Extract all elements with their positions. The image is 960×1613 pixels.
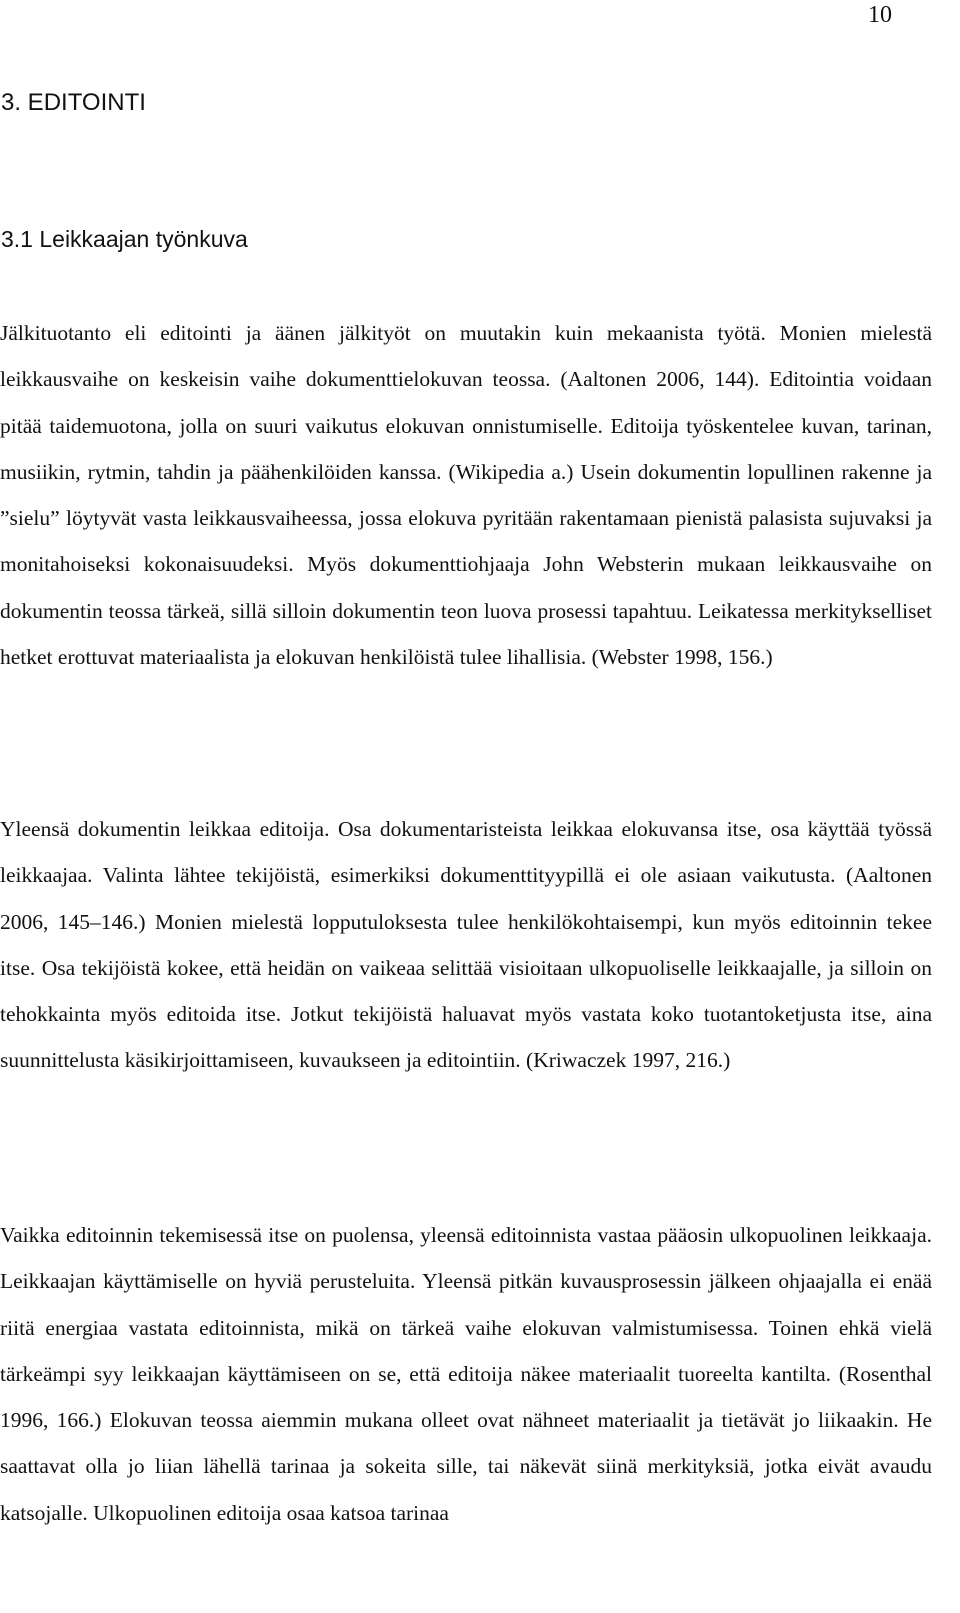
body-paragraph: Yleensä dokumentin leikkaa editoija. Osa dokumentaristeista leikkaa elokuvansa itse, osa käyttää työssä leikkaajaa. Valinta lähtee tekijöistä, esimerkiksi dokumenttityypillä ei ole asiaan vaikutusta. (Aaltonen 2006, 145–146.) Monien mielestä lopputuloksesta tulee henkilökohtaisempi, kun myös editoinnin tekee itse. Osa tekijöistä kokee, että heidän on vaikeaa selittää visioitaan ulkopuoliselle leikkaajalle, ja silloin on tehokkainta myös editoida itse. Jotkut tekijöistä haluavat myös vastata koko tuotantoketjusta itse, aina suunnittelusta käsikirjoittamiseen, kuvaukseen ja editointiin. (Kriwaczek 1997, 216.) — [0, 817, 932, 1073]
body-paragraph: Jälkituotanto eli editointi ja äänen jälkityöt on muutakin kuin mekaanista työtä. Monien mielestä leikkausvaihe on keskeisin vaihe dokumenttielokuvan teossa. (Aaltonen 2006, 144). Editointia voidaan pitää taidemuotona, jolla on suuri vaikutus elokuvan onnistumiselle. Editoija työskentelee kuvan, tarinan, musiikin, rytmin, tahdin ja päähenkilöiden kanssa. (Wikipedia a.) Usein dokumentin lopullinen rakenne ja ”sielu” löytyvät vasta leikkausvaiheessa, jossa elokuva pyritään rakentamaan pienistä palasista sujuvaksi ja monitahoiseksi kokonaisuudeksi. Myös dokumenttiohjaaja John Websterin mukaan leikkausvaihe on dokumentin teossa tärkeä, sillä silloin dokumentin teon luova prosessi tapahtuu. Leikatessa merkitykselliset hetket erottuvat materiaalista ja elokuvan henkilöistä tulee lihallisia. (Webster 1998, 156.) — [0, 321, 932, 670]
body-paragraph: Vaikka editoinnin tekemisessä itse on puolensa, yleensä editoinnista vastaa pääosin ulkopuolinen leikkaaja. Leikkaajan käyttämiselle on hyviä perusteluita. Yleensä pitkän kuvausprosessin jälkeen ohjaajalla ei enää riitä energiaa vastata editoinnista, mikä on tärkeä vaihe elokuvan valmistumisessa. Toinen ehkä vielä tärkeämpi syy leikkaajan käyttämiseen on se, että editoija näkee materiaalit tuoreelta kantilta. (Rosenthal 1996, 166.) Elokuvan teossa aiemmin mukana olleet ovat nähneet materiaalit ja tietävät jo liikaakin. He saattavat olla jo liian lähellä tarinaa ja sokeita sille, tai näkevät siinä merkityksiä, jotka eivät avaudu katsojalle. Ulkopuolinen editoija osaa katsoa tarinaa — [0, 1223, 932, 1525]
section-heading: 3.1 Leikkaajan työnkuva — [1, 226, 248, 252]
chapter-heading: 3. EDITOINTI — [1, 89, 146, 116]
page-number: 10 — [868, 2, 892, 28]
